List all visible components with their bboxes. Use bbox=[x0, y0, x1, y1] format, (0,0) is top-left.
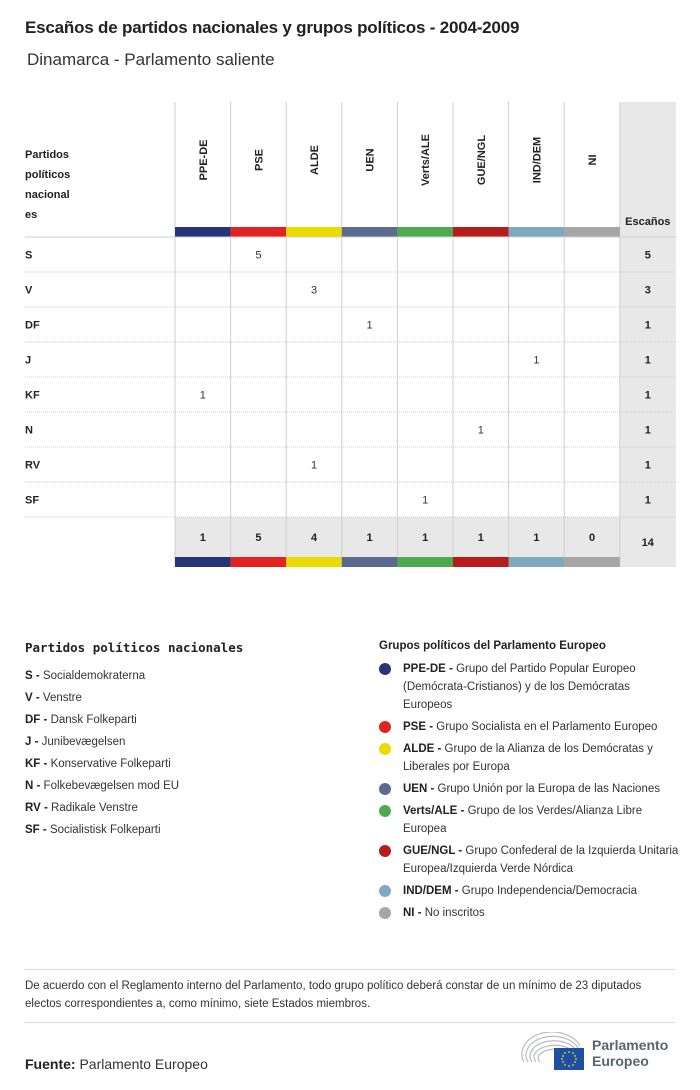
row-total: 5 bbox=[644, 249, 651, 262]
legend-group-name: Grupo Unión por la Europa de las Naciones bbox=[437, 783, 660, 795]
table-cell-value: 5 bbox=[255, 249, 262, 262]
group-color-bar bbox=[175, 227, 231, 237]
legend-party-item bbox=[25, 775, 355, 797]
legend-party-name: Junibevægelsen bbox=[41, 736, 126, 748]
row-total: 1 bbox=[644, 354, 651, 367]
separator: - bbox=[426, 721, 437, 733]
legend-party-name: Dansk Folkeparti bbox=[50, 714, 137, 726]
group-color-bar-bottom bbox=[175, 557, 231, 567]
row-total: 1 bbox=[644, 424, 651, 437]
legend-group-item bbox=[379, 718, 679, 736]
separator: - bbox=[445, 663, 457, 675]
legend-party-item bbox=[25, 665, 355, 687]
legend-party-code: J bbox=[25, 736, 32, 748]
group-color-bar bbox=[397, 227, 453, 237]
separator: - bbox=[33, 780, 44, 792]
legend-party-code: V bbox=[25, 692, 33, 704]
group-color-bar-bottom bbox=[453, 557, 509, 567]
footnote: De acuerdo con el Reglamento interno del Parlamento, todo grupo político deberá constar de un mínimo de 23 diputados electos correspondientes a, como mínimo, siete Estados miembros. bbox=[25, 980, 642, 1010]
divider bbox=[25, 1022, 675, 1023]
legend-group-name: No inscritos bbox=[424, 907, 485, 919]
source-line bbox=[25, 1056, 208, 1072]
legend-group-code: PPE-DE bbox=[403, 663, 446, 675]
legend-group-item bbox=[379, 802, 679, 838]
legend-party-code: KF bbox=[25, 758, 41, 770]
legend-party-name: Folkebevægelsen mod EU bbox=[43, 780, 180, 792]
legend-group-code: Verts/ALE bbox=[403, 805, 458, 817]
group-color-bar bbox=[564, 227, 620, 237]
group-color-bar bbox=[509, 227, 565, 237]
separator: - bbox=[32, 692, 43, 704]
group-color-bar-bottom bbox=[342, 557, 398, 567]
group-color-bar-bottom bbox=[509, 557, 565, 567]
legend-group-code: ALDE bbox=[403, 743, 435, 755]
legend-party-code: SF bbox=[25, 824, 40, 836]
legend-party-item bbox=[25, 687, 355, 709]
group-color-bar-bottom bbox=[397, 557, 453, 567]
row-party-label: V bbox=[25, 284, 33, 297]
separator: - bbox=[31, 736, 42, 748]
separator: - bbox=[434, 743, 445, 755]
legend-political-groups bbox=[379, 640, 679, 926]
row-party-label: DF bbox=[25, 319, 40, 332]
separator: - bbox=[40, 714, 51, 726]
legend-group-item bbox=[379, 904, 679, 922]
column-total: 1 bbox=[366, 532, 373, 544]
legend-party-name: Socialistisk Folkeparti bbox=[49, 824, 161, 836]
separator: - bbox=[40, 758, 51, 770]
legend-group-item bbox=[379, 780, 679, 798]
group-header-gue-ngl: GUE/NGL bbox=[475, 134, 488, 186]
table-cell-value: 1 bbox=[533, 354, 540, 367]
group-color-dot-icon bbox=[379, 721, 391, 733]
legend-group-item bbox=[379, 740, 679, 776]
row-total: 3 bbox=[644, 284, 651, 297]
grand-total: 14 bbox=[641, 537, 654, 549]
column-total: 1 bbox=[477, 532, 484, 544]
group-color-bar bbox=[453, 227, 509, 237]
row-party-label: N bbox=[25, 424, 33, 437]
legend-national-parties-title: Partidos políticos nacionales bbox=[25, 640, 244, 655]
table-cell-value: 3 bbox=[310, 284, 318, 297]
column-total: 4 bbox=[310, 532, 318, 544]
group-header-ind-dem: IND/DEM bbox=[531, 136, 544, 184]
separator: - bbox=[451, 885, 462, 897]
row-header-label: es bbox=[25, 209, 38, 221]
page-title: Escaños de partidos nacionales y grupos políticos - 2004-2009 bbox=[25, 18, 520, 37]
column-total: 0 bbox=[588, 532, 596, 544]
row-total: 1 bbox=[644, 389, 651, 402]
legend-group-name: Grupo Socialista en el Parlamento Europeo bbox=[436, 721, 658, 733]
row-party-label: J bbox=[25, 354, 32, 367]
column-total: 1 bbox=[422, 532, 429, 544]
legend-party-code: N bbox=[25, 780, 34, 792]
group-header-verts-ale: Verts/ALE bbox=[420, 134, 433, 186]
group-header-alde: ALDE bbox=[309, 145, 321, 175]
group-color-bar-bottom bbox=[564, 557, 620, 567]
group-header-ppe-de: PPE-DE bbox=[197, 139, 210, 181]
legend-party-item bbox=[25, 731, 355, 753]
legend-group-item bbox=[379, 882, 679, 900]
column-total: 1 bbox=[199, 532, 206, 544]
group-color-dot-icon bbox=[379, 783, 391, 795]
table-cell-value: 1 bbox=[366, 319, 373, 332]
separator: - bbox=[414, 907, 425, 919]
separator: - bbox=[39, 824, 50, 836]
total-header: Escaños bbox=[625, 216, 671, 228]
column-total: 1 bbox=[533, 532, 540, 544]
group-color-bar bbox=[231, 227, 287, 237]
legend-group-code: GUE/NGL bbox=[403, 845, 456, 857]
legend-group-name: Grupo Confederal de la Izquierda Unitaria Europea/Izquierda Verde Nórdica bbox=[403, 845, 679, 875]
row-party-label: S bbox=[25, 249, 33, 262]
legend-political-groups-title: Grupos políticos del Parlamento Europeo bbox=[379, 640, 606, 652]
row-total: 1 bbox=[644, 319, 651, 332]
legend-party-name: Radikale Venstre bbox=[51, 802, 138, 814]
group-header-uen: UEN bbox=[364, 148, 377, 172]
row-party-label: RV bbox=[25, 459, 41, 472]
row-total: 1 bbox=[644, 459, 651, 472]
row-party-label: KF bbox=[25, 389, 40, 402]
legend-group-name: Grupo Independencia/Democracia bbox=[461, 885, 637, 897]
legend-group-code: UEN bbox=[403, 783, 428, 795]
group-color-bar bbox=[342, 227, 398, 237]
group-color-dot-icon bbox=[379, 743, 391, 755]
row-total: 1 bbox=[644, 494, 651, 507]
source-label: Fuente: bbox=[25, 1056, 76, 1072]
group-color-bar-bottom bbox=[231, 557, 287, 567]
separator: - bbox=[455, 845, 466, 857]
separator: - bbox=[32, 670, 43, 682]
legend-party-code: RV bbox=[25, 802, 41, 814]
legend-group-code: PSE bbox=[403, 721, 427, 733]
legend-group-item bbox=[379, 842, 679, 878]
column-total: 5 bbox=[255, 532, 262, 544]
legend-party-item bbox=[25, 709, 355, 731]
group-color-bar-bottom bbox=[286, 557, 342, 567]
legend-group-item bbox=[379, 660, 679, 714]
group-color-bar bbox=[286, 227, 342, 237]
table-cell-value: 1 bbox=[477, 424, 484, 437]
legend-party-name: Socialdemokraterna bbox=[42, 670, 146, 682]
row-party-label: SF bbox=[25, 494, 40, 507]
group-color-dot-icon bbox=[379, 885, 391, 897]
group-header-pse: PSE bbox=[253, 148, 266, 172]
separator: - bbox=[40, 802, 52, 814]
table-cell-value: 1 bbox=[199, 389, 206, 402]
legend-group-name: Grupo de los Verdes/Alianza Libre Europea bbox=[403, 805, 643, 835]
legend-group-name: Grupo de la Alianza de los Demócratas y Liberales por Europa bbox=[403, 743, 653, 773]
group-color-dot-icon bbox=[379, 845, 391, 857]
group-header-ni: NI bbox=[587, 154, 599, 166]
source-value: Parlamento Europeo bbox=[79, 1056, 208, 1072]
table-cell-value: 1 bbox=[422, 494, 429, 507]
legend-group-code: IND/DEM bbox=[403, 885, 452, 897]
row-header-label: Partidos bbox=[25, 149, 70, 161]
separator: - bbox=[427, 783, 438, 795]
logo-text: Parlamento Europeo bbox=[592, 1037, 669, 1069]
row-header-label: políticos bbox=[25, 169, 71, 181]
legend-national-parties bbox=[25, 640, 355, 841]
parliament-logo bbox=[520, 1032, 680, 1072]
table-cell-value: 1 bbox=[310, 459, 318, 472]
legend-party-item bbox=[25, 753, 355, 775]
group-color-dot-icon bbox=[379, 663, 391, 675]
legend-party-item bbox=[25, 819, 355, 841]
legend-party-code: S bbox=[25, 670, 33, 682]
legend-party-code: DF bbox=[25, 714, 41, 726]
legend-party-item bbox=[25, 797, 355, 819]
legend-group-name: Grupo del Partido Popular Europeo (Demócrata-Cristianos) y de los Demócratas Europeos bbox=[403, 663, 636, 711]
group-color-dot-icon bbox=[379, 907, 391, 919]
divider bbox=[25, 969, 675, 970]
page-subtitle: Dinamarca - Parlamento saliente bbox=[27, 50, 275, 69]
separator: - bbox=[457, 805, 468, 817]
legend-party-name: Konservative Folkeparti bbox=[50, 758, 171, 770]
hemicycle-flag-icon bbox=[520, 1032, 590, 1072]
legend-party-name: Venstre bbox=[42, 692, 82, 704]
group-color-dot-icon bbox=[379, 805, 391, 817]
legend-group-code: NI bbox=[403, 907, 415, 919]
row-header-label: nacional bbox=[25, 189, 70, 201]
